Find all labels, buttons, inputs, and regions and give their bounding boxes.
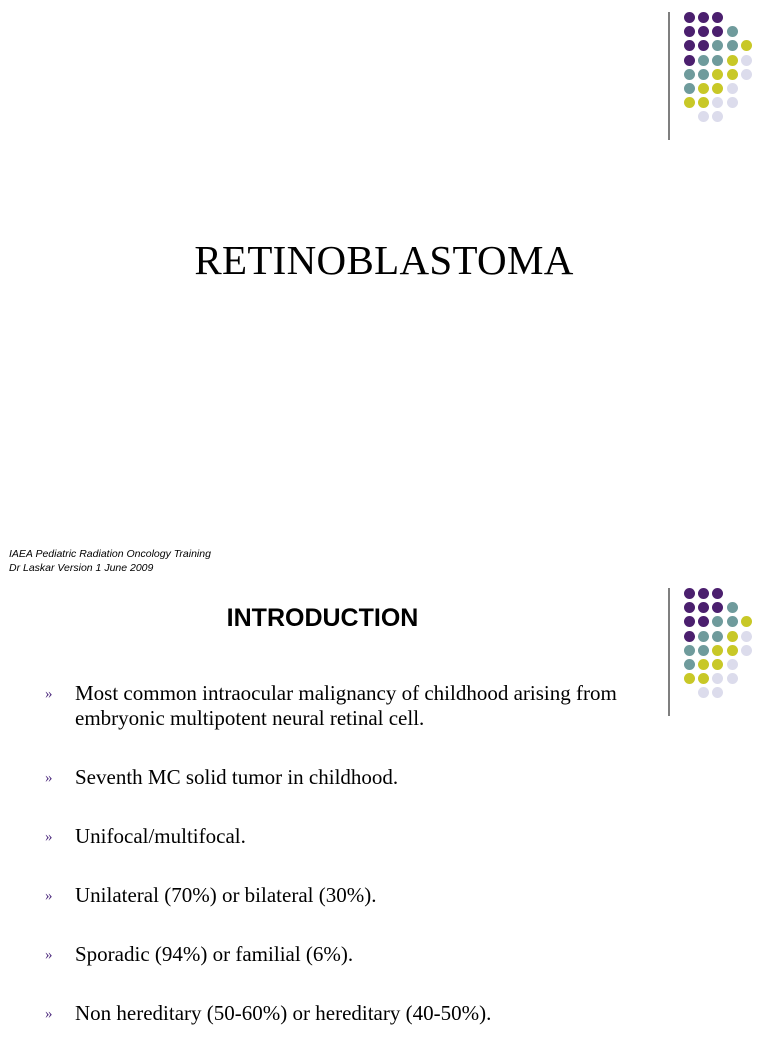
decorative-dot — [727, 26, 738, 37]
bullet-marker-icon: » — [45, 686, 53, 702]
decorative-dot — [684, 602, 695, 613]
decorative-dot — [698, 26, 709, 37]
bullet-marker-icon: » — [45, 888, 53, 904]
bullet-marker-icon: » — [45, 1006, 53, 1022]
bullet-list — [0, 681, 768, 1060]
decorative-dot — [698, 55, 709, 66]
decorative-dot — [727, 659, 738, 670]
decorative-dot — [727, 83, 738, 94]
list-item — [0, 681, 665, 765]
decorative-dot — [698, 602, 709, 613]
introduction-slide — [0, 580, 768, 1024]
decorative-dot — [741, 616, 752, 627]
decorative-dot — [684, 631, 695, 642]
decorative-dot — [712, 97, 723, 108]
decorative-dot — [698, 616, 709, 627]
decorative-dot — [741, 69, 752, 80]
decorative-dot — [712, 40, 723, 51]
decorative-dot — [727, 97, 738, 108]
decorative-dot — [712, 55, 723, 66]
decorative-dot — [727, 645, 738, 656]
decorative-dot — [727, 602, 738, 613]
decorative-dot — [698, 97, 709, 108]
decorative-dot — [684, 26, 695, 37]
decorative-dot — [684, 588, 695, 599]
decorative-dot — [741, 645, 752, 656]
decorative-dot — [712, 12, 723, 23]
decorative-dot — [712, 631, 723, 642]
list-item — [0, 765, 665, 824]
decorative-dot — [741, 631, 752, 642]
decorative-dot — [712, 111, 723, 122]
decorative-dot — [698, 631, 709, 642]
list-item — [0, 1001, 665, 1060]
bullet-text: Unilateral (70%) or bilateral (30%). — [75, 883, 377, 907]
bullet-text: Unifocal/multifocal. — [75, 824, 246, 848]
decorative-dot — [684, 97, 695, 108]
decorative-dot — [684, 55, 695, 66]
decorative-dot — [727, 616, 738, 627]
decorative-dot — [698, 83, 709, 94]
decorative-dot — [712, 659, 723, 670]
decorative-dot — [684, 40, 695, 51]
decorative-dot — [712, 602, 723, 613]
bullet-marker-icon: » — [45, 770, 53, 786]
footer-line-2: Dr Laskar Version 1 June 2009 — [9, 562, 154, 574]
bullet-marker-icon: » — [45, 829, 53, 845]
decorative-dot — [698, 588, 709, 599]
footer-line-1: IAEA Pediatric Radiation Oncology Training — [9, 548, 211, 560]
decorative-dot — [712, 616, 723, 627]
decorative-dot — [727, 55, 738, 66]
decorative-dot — [712, 83, 723, 94]
decorative-dot — [684, 83, 695, 94]
decorative-dot — [741, 40, 752, 51]
decorative-dot — [727, 40, 738, 51]
decorative-dot — [684, 645, 695, 656]
decorative-dot — [727, 631, 738, 642]
decorative-dot-grid — [684, 12, 764, 127]
decorative-dot — [684, 69, 695, 80]
decorative-dot — [698, 645, 709, 656]
list-item — [0, 942, 665, 1001]
decorative-dot — [727, 69, 738, 80]
decorative-dot — [712, 588, 723, 599]
decorative-dot — [684, 12, 695, 23]
bullet-text: Non hereditary (50-60%) or hereditary (40-50%). — [75, 1001, 492, 1025]
decorative-dot — [712, 26, 723, 37]
decorative-dot — [741, 55, 752, 66]
bullet-text: Most common intraocular malignancy of childhood arising from embryonic multipotent neural retinal cell. — [75, 681, 617, 730]
decorative-dot — [698, 111, 709, 122]
slide-footer — [9, 547, 211, 575]
slide-heading: INTRODUCTION — [226, 604, 419, 632]
bullet-marker-icon: » — [45, 947, 53, 963]
decorative-dot — [698, 40, 709, 51]
decorative-dot — [684, 659, 695, 670]
decorative-dot — [684, 616, 695, 627]
list-item — [0, 824, 665, 883]
slide-title: RETINOBLASTOMA — [194, 237, 574, 283]
bullet-text: Sporadic (94%) or familial (6%). — [75, 942, 354, 966]
decorative-divider-line — [668, 12, 670, 140]
bullet-text: Seventh MC solid tumor in childhood. — [75, 765, 399, 789]
decorative-dot — [698, 12, 709, 23]
decorative-dot — [698, 659, 709, 670]
decorative-dot — [698, 69, 709, 80]
decorative-dot — [712, 69, 723, 80]
list-item — [0, 883, 665, 942]
decorative-dot — [712, 645, 723, 656]
